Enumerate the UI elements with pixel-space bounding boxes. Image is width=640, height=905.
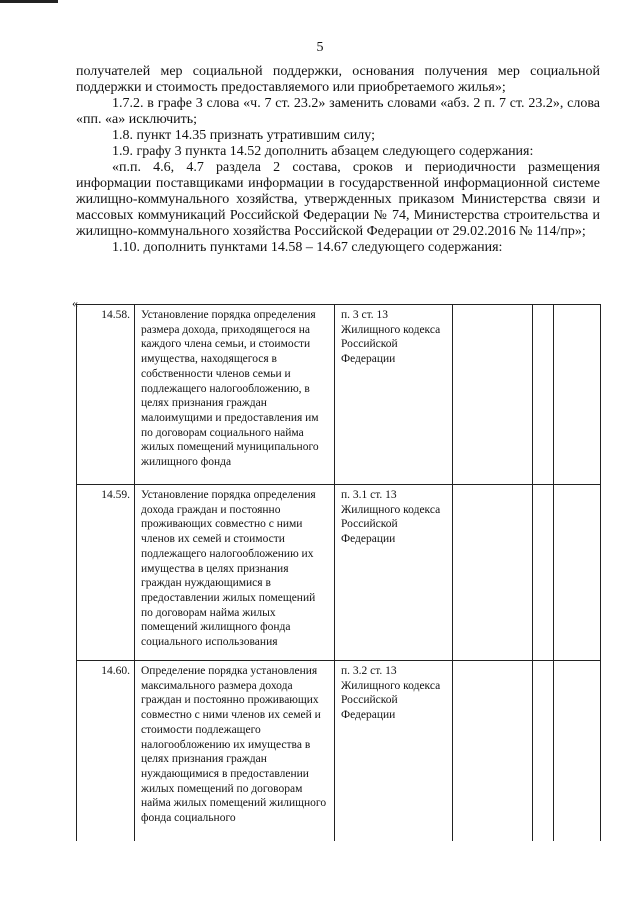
paragraph-5: «п.п. 4.6, 4.7 раздела 2 состава, сроков и периодичности размещения информации поставщиками информации в государственной информационной системе жилищно-коммунального хозяйства, утвержденных приказом Министерства связи и массовых коммуникаций Российской Федерации № 74, Министерства строительства и жилищно-коммунального хозяйства Российской Федерации от 29.02.2016 № 114/пр»;	[76, 160, 600, 239]
paragraph-3: 1.8. пункт 14.35 признать утратившим силу;	[112, 128, 375, 143]
row-col5	[533, 305, 554, 485]
paragraph-1: получателей мер социальной поддержки, основания получения мер социальной поддержки и стоимость предоставляемого или приобретаемого жилья»;	[76, 64, 600, 95]
table-row	[77, 661, 601, 842]
row-description	[135, 305, 335, 485]
row-number: 14.59.	[77, 485, 135, 661]
paragraph-4: 1.9. графу 3 пункта 14.52 дополнить абзацем следующего содержания:	[112, 144, 534, 159]
quote-open-mark: «	[72, 296, 78, 310]
page-number: 5	[316, 40, 324, 55]
row-number: 14.58.	[77, 305, 135, 485]
description-text: Установление порядка определения дохода граждан и постоянно проживающих совместно с ними членов их семей и стоимости подлежащего налогообложению их имущества в целях признания граждан нуждающимися в предоставлении жилых помещений по договорам найма жилых помещений жилищного фонда социального использования	[141, 489, 316, 649]
corner-mark	[0, 0, 58, 3]
basis-text: п. 3.1 ст. 13 Жилищного кодекса Российской Федерации	[341, 489, 441, 546]
description-text: Установление порядка определения размера дохода, приходящегося на каждого члена семьи, и стоимости имущества, находящегося в собственности членов семьи и подлежащего налогообложению, в целях признания граждан малоимущими и предоставления им по договорам социального найма жилых помещений муниципального жилищного фонда	[141, 309, 319, 469]
row-col6	[554, 305, 601, 485]
row-description	[135, 661, 335, 842]
row-basis	[335, 485, 453, 661]
body-text	[76, 64, 600, 256]
row-description	[135, 485, 335, 661]
row-col6	[554, 485, 601, 661]
table-row	[77, 485, 601, 661]
basis-text: п. 3 ст. 13 Жилищного кодекса Российской Федерации	[341, 309, 441, 366]
row-col6	[554, 661, 601, 842]
paragraph-2: 1.7.2. в графе 3 слова «ч. 7 ст. 23.2» заменить словами «абз. 2 п. 7 ст. 23.2», слова «пп. «а» исключить;	[76, 96, 600, 127]
row-col4	[453, 661, 533, 842]
paragraph-6: 1.10. дополнить пунктами 14.58 – 14.67 следующего содержания:	[112, 240, 503, 255]
basis-text: п. 3.2 ст. 13 Жилищного кодекса Российской Федерации	[341, 665, 441, 722]
table-row	[77, 305, 601, 485]
row-basis	[335, 305, 453, 485]
row-col5	[533, 661, 554, 842]
row-number: 14.60.	[77, 661, 135, 842]
items-table	[76, 304, 601, 841]
row-basis	[335, 661, 453, 842]
description-text: Определение порядка установления максимального размера дохода граждан и постоянно проживающих совместно с ними членов их семей и стоимости подлежащего налогообложению их имущества в целях признания граждан нуждающимися в предоставлении жилых помещений по договорам найма жилых помещений жилищного фонда социального	[141, 665, 327, 825]
row-col5	[533, 485, 554, 661]
row-col4	[453, 305, 533, 485]
row-col4	[453, 485, 533, 661]
